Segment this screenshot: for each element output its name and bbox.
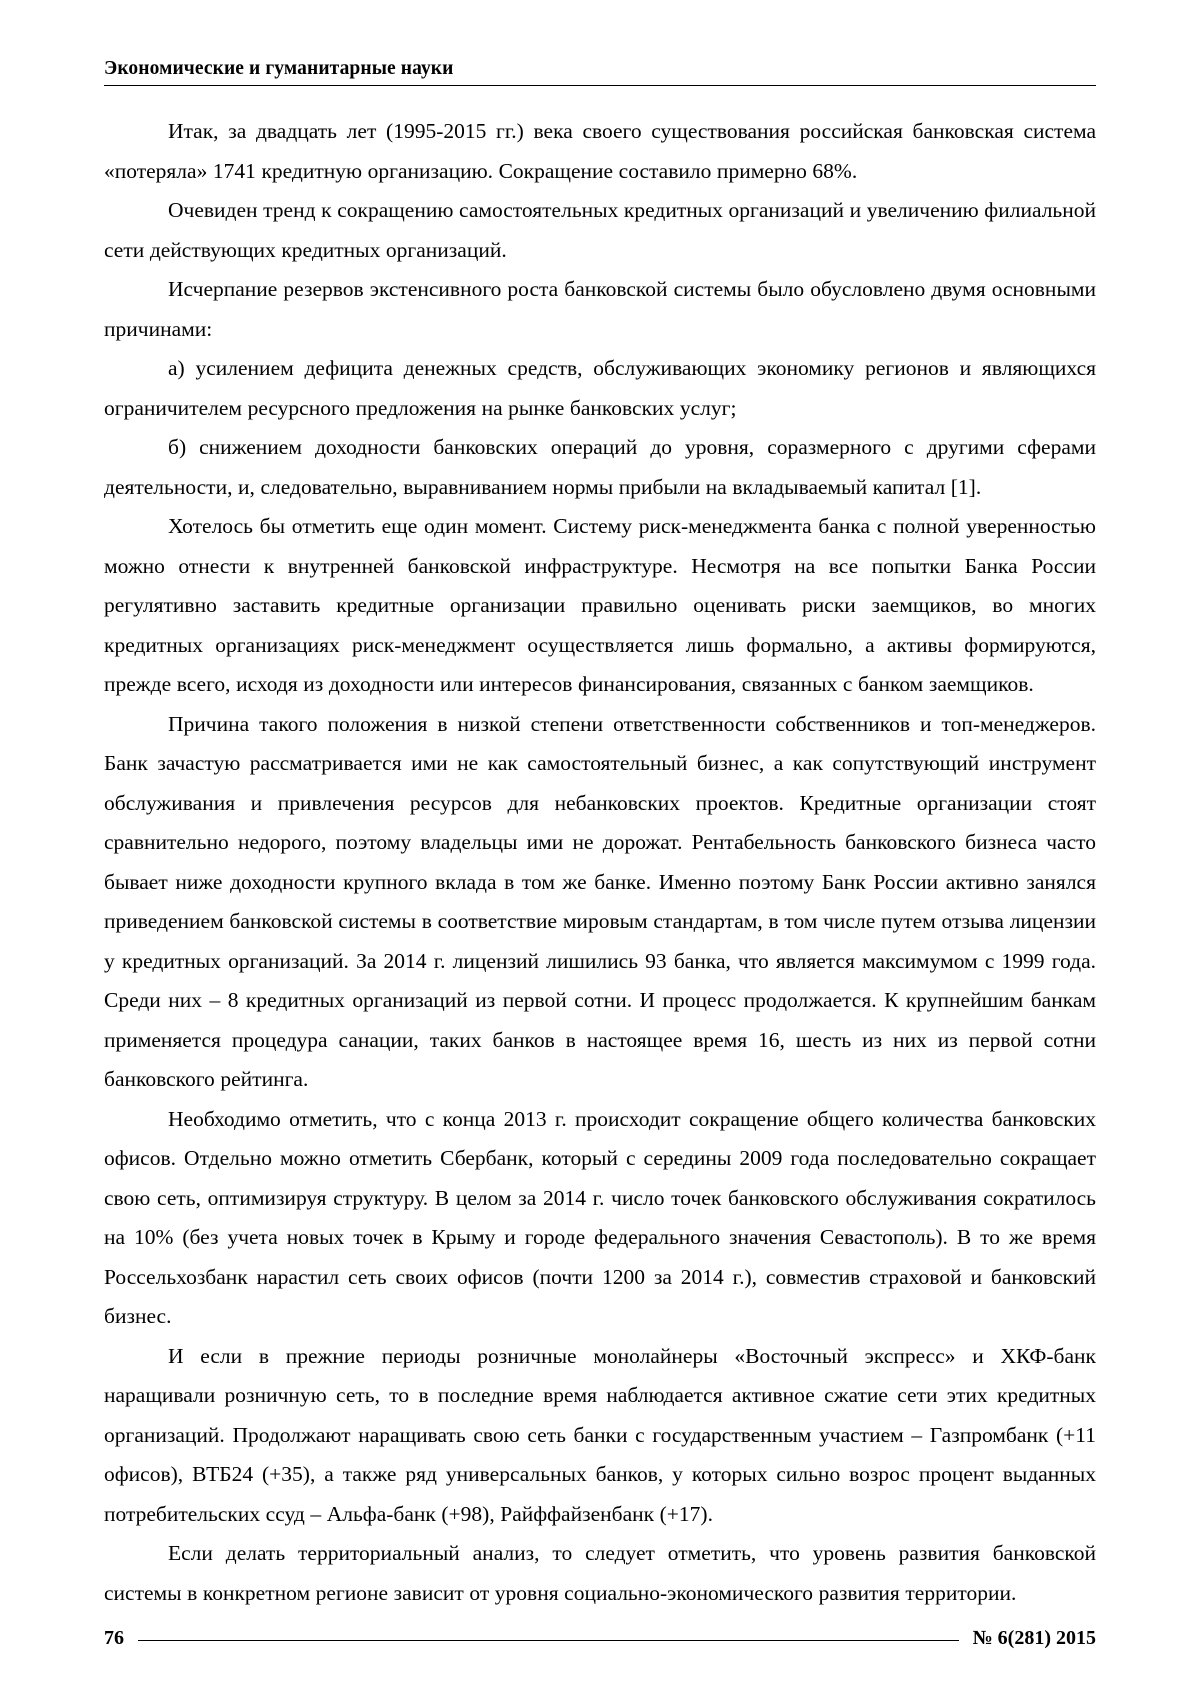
running-title: Экономические и гуманитарные науки (104, 58, 454, 79)
paragraph: а) усилением дефицита денежных средств, обслуживающих экономику регионов и являющихся ограничителем ресурсного предложения на рынке банковских услуг; (104, 356, 1096, 420)
paragraph: Хотелось бы отметить еще один момент. Систему риск-менеджмента банка с полной уверенностью можно отнести к внутренней банковской инфраструктуре. Несмотря на все попытки Банка России регулятивно заставить кредитные организации правильно оценивать риски заемщиков, во многих кредитных организациях риск-менеджмент осуществляется лишь формально, а активы формируются, прежде всего, исходя из доходности или интересов финансирования, связанных с банком заемщиков. (104, 514, 1096, 696)
paragraph: Исчерпание резервов экстенсивного роста банковской системы было обусловлено двумя основными причинами: (104, 277, 1096, 341)
issue-label: № 6(281) 2015 (972, 1627, 1096, 1649)
page-number: 76 (104, 1627, 124, 1649)
paragraph: Очевиден тренд к сокращению самостоятельных кредитных организаций и увеличению филиальной сети действующих кредитных организаций. (104, 198, 1096, 262)
paragraph: Причина такого положения в низкой степени ответственности собственников и топ-менеджеров. Банк зачастую рассматривается ими не как самостоятельный бизнес, а как сопутствующий инструмент обслуживания и привлечения ресурсов для небанковских проектов. Кредитные организации стоят сравнительно недорого, поэтому владельцы ими не дорожат. Рентабельность банковского бизнеса часто бывает ниже доходности крупного вклада в том же банке. Именно поэтому Банк России активно занялся приведением банковской системы в соответствие мировым стандартам, в том числе путем отзыва лицензии у кредитных организаций. За 2014 г. лицензий лишились 93 банка, что является максимумом с 1999 года. Среди них – 8 кредитных организаций из первой сотни. И процесс продолжается. К крупнейшим банкам применяется процедура санации, таких банков в настоящее время 16, шесть из них из первой сотни банковского рейтинга. (104, 711, 1096, 1091)
body-text (104, 112, 1096, 1658)
paragraph: И если в прежние периоды розничные монолайнеры «Восточный экспресс» и ХКФ-банк наращивали розничную сеть, то в последние время наблюдается активное сжатие сети этих кредитных организаций. Продолжают наращивать свою сеть банки с государственным участием – Газпромбанк (+11 офисов), ВТБ24 (+35), а также ряд универсальных банков, у которых сильно возрос процент выданных потребительских ссуд – Альфа-банк (+98), Райффайзенбанк (+17). (104, 1343, 1096, 1526)
paragraph: б) снижением доходности банковских операций до уровня, соразмерного с другими сферами деятельности, и, следовательно, выравниванием нормы прибыли на вкладываемый капитал [1]. (104, 435, 1096, 499)
page-footer (104, 1627, 1096, 1650)
paragraph: Необходимо отметить, что с конца 2013 г. происходит сокращение общего количества банковских офисов. Отдельно можно отметить Сбербанк, который с середины 2009 года последовательно сокращает свою сеть, оптимизируя структуру. В целом за 2014 г. число точек банковского обслуживания сократилось на 10% (без учета новых точек в Крыму и городе федерального значения Севастополь). В то же время Россельхозбанк нарастил сеть своих офисов (почти 1200 за 2014 г.), совместив страховой и банковский бизнес. (104, 1106, 1096, 1328)
paragraph: Итак, за двадцать лет (1995-2015 гг.) века своего существования российская банковская система «потеряла» 1741 кредитную организацию. Сокращение составило примерно 68%. (104, 119, 1096, 183)
footer-divider (138, 1640, 959, 1641)
paragraph: Если делать территориальный анализ, то следует отметить, что уровень развития банковской системы в конкретном регионе зависит от уровня социально-экономического развития территории. (104, 1541, 1096, 1605)
page-header (104, 58, 1096, 86)
